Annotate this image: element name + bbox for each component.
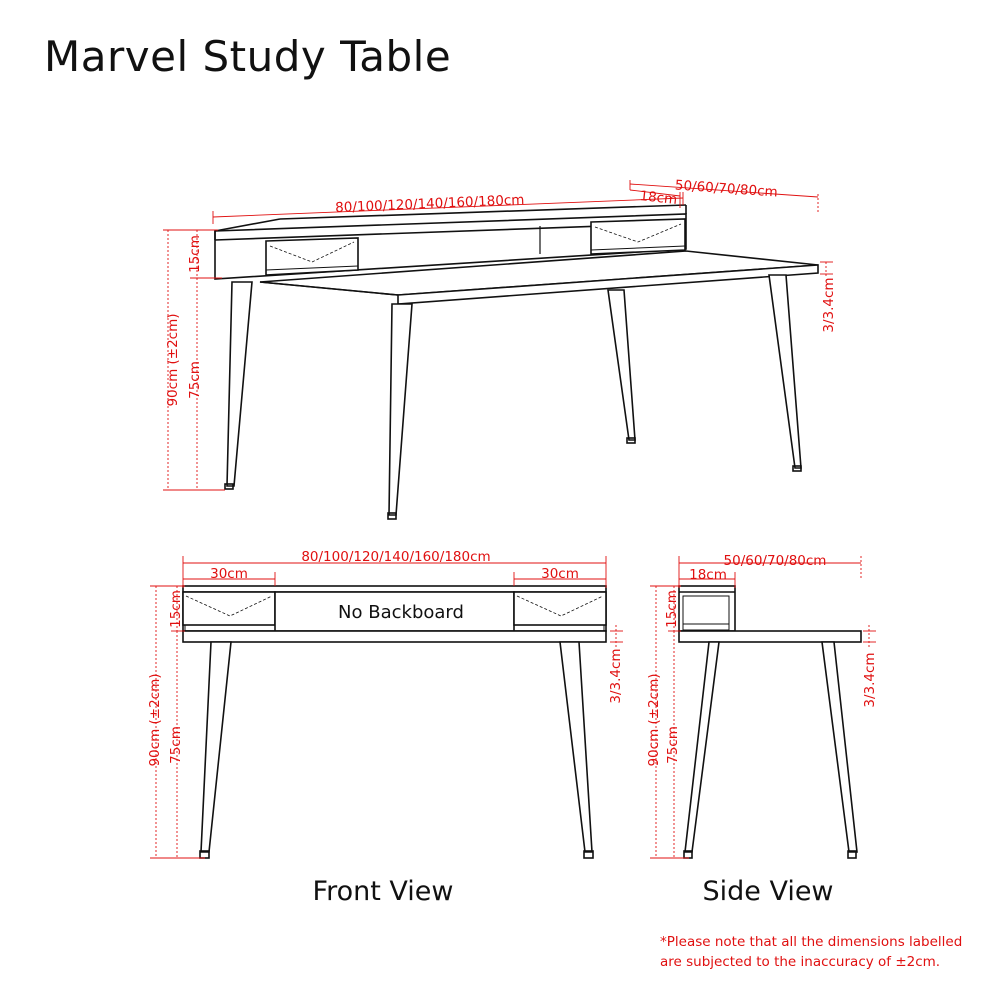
iso-table-height-label: 75cm xyxy=(187,361,203,399)
front-backboard-label: No Backboard xyxy=(338,602,464,623)
front-table-height-label: 75cm xyxy=(168,726,184,764)
side-total-height-label: 90cm (±2cm) xyxy=(646,673,662,767)
iso-shelf-depth-label: 18cm xyxy=(638,188,679,208)
disclaimer-note xyxy=(660,932,990,972)
side-table-height-label: 75cm xyxy=(665,726,681,764)
front-total-height-label: 90cm (±2cm) xyxy=(147,673,163,767)
note-line-2: are subjected to the inaccuracy of ±2cm. xyxy=(660,954,941,970)
front-view-label: Front View xyxy=(312,876,454,907)
front-left-drawer-label: 30cm xyxy=(210,566,248,582)
iso-legs xyxy=(225,275,801,519)
iso-view xyxy=(215,205,818,519)
page-title: Marvel Study Table xyxy=(44,32,452,81)
side-top-thickness-label: 3/3.4cm xyxy=(862,652,878,708)
iso-top-thickness-label: 3/3.4cm xyxy=(821,277,837,333)
iso-total-height-label: 90cm (±2cm) xyxy=(165,313,181,407)
front-right-drawer xyxy=(514,592,606,631)
side-view xyxy=(679,586,861,858)
iso-right-drawer xyxy=(591,219,685,254)
iso-left-drawer xyxy=(266,238,358,275)
iso-width-label: 80/100/120/140/160/180cm xyxy=(334,192,525,216)
front-shelf-height-label: 15cm xyxy=(168,590,184,628)
side-shelf-depth-label: 18cm xyxy=(689,567,727,583)
front-view xyxy=(183,586,606,858)
front-width-label: 80/100/120/140/160/180cm xyxy=(301,549,491,565)
side-shelf-height-label: 15cm xyxy=(664,590,680,628)
front-desktop xyxy=(183,631,606,642)
side-legs xyxy=(684,642,857,858)
front-left-drawer xyxy=(183,592,275,631)
side-desktop xyxy=(679,631,861,642)
side-view-label: Side View xyxy=(702,876,834,907)
front-right-drawer-label: 30cm xyxy=(541,566,579,582)
front-top-thickness-label: 3/3.4cm xyxy=(608,648,624,704)
note-line-1: *Please note that all the dimensions labelled xyxy=(660,934,963,950)
side-shelf xyxy=(679,586,735,631)
front-legs xyxy=(200,642,593,858)
side-depth-label: 50/60/70/80cm xyxy=(723,553,827,569)
iso-shelf-height-label: 15cm xyxy=(187,235,203,273)
iso-depth-label: 50/60/70/80cm xyxy=(674,177,779,201)
